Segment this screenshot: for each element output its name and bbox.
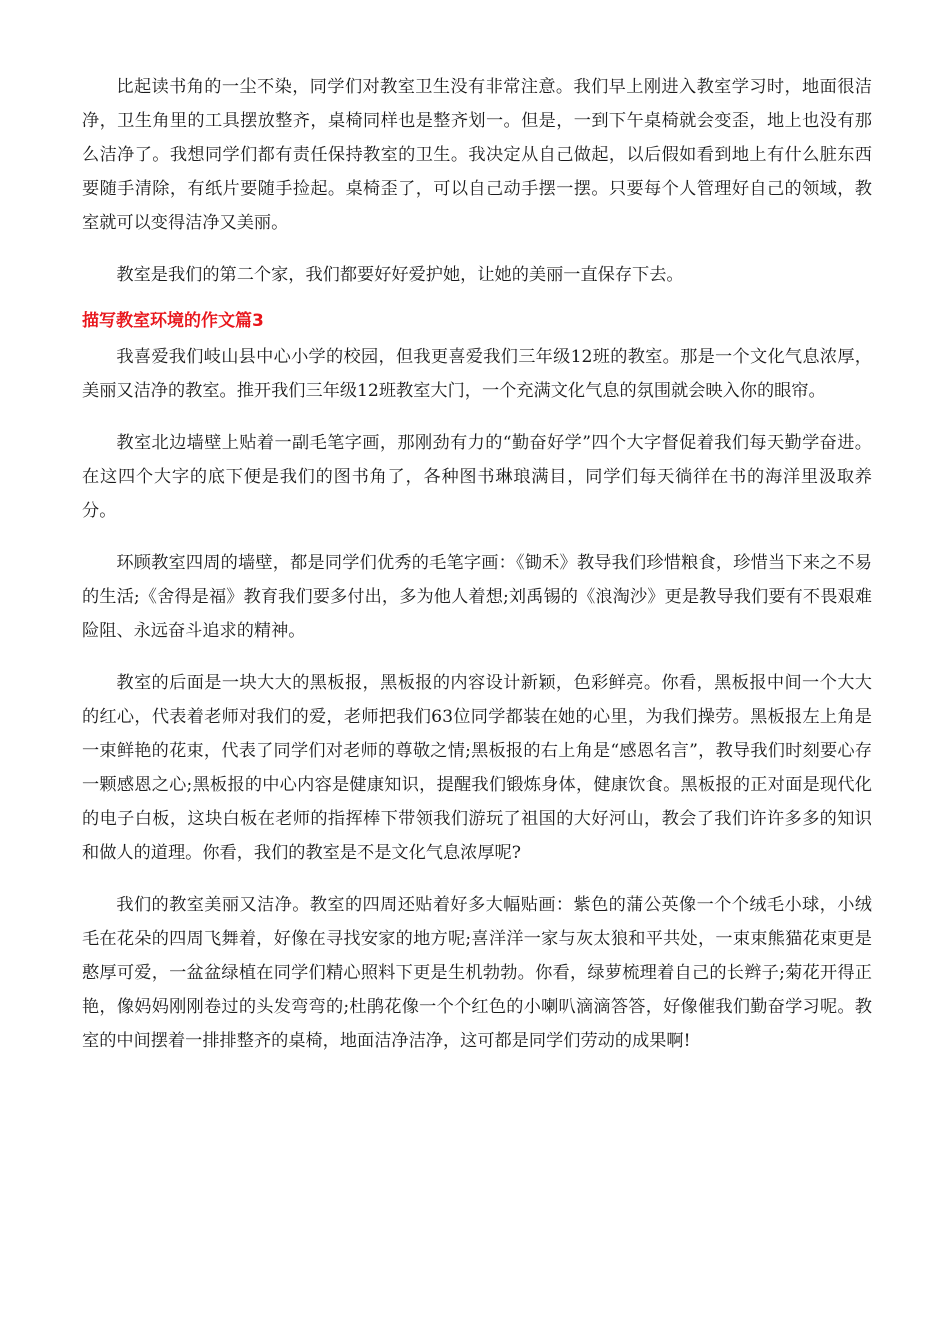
section-heading: 描写教室环境的作文篇3 — [82, 311, 264, 331]
paragraph-decorations: 我们的教室美丽又洁净。教室的四周还贴着好多大幅贴画：紫色的蒲公英像一个个绒毛小球，小绒毛在花朵的四周飞舞着，好像在寻找安家的地方呢;喜洋洋一家与灰太狼和平共处，一束束熊猫花束更是憨厚可爱，一盆盆绿植在同学们精心照料下更是生机勃勃。你看，绿萝梳理着自己的长辫子;菊花开得正艳，像妈妈刚刚卷过的头发弯弯的;杜鹃花像一个个红色的小喇叭滴滴答答，好像催我们勤奋学习呢。教室的中间摆着一排排整齐的桌椅，地面洁净洁净，这可都是同学们劳动的成果啊! — [82, 895, 872, 1051]
paragraph-classroom-hygiene: 比起读书角的一尘不染，同学们对教室卫生没有非常注意。我们早上刚进入教室学习时，地面很洁净，卫生角里的工具摆放整齐，桌椅同样也是整齐划一。但是，一到下午桌椅就会变歪，地上也没有那么洁净了。我想同学们都有责任保持教室的卫生。我决定从自己做起，以后假如看到地上有什么脏东西要随手清除，有纸片要随手捡起。桌椅歪了，可以自己动手摆一摆。只要每个人管理好自己的领域，教室就可以变得洁净又美丽。 — [82, 77, 872, 233]
paragraph-blackboard: 教室的后面是一块大大的黑板报，黑板报的内容设计新颖，色彩鲜亮。你看，黑板报中间一个大大的红心，代表着老师对我们的爱，老师把我们63位同学都装在她的心里，为我们操劳。黑板报左上角是一束鲜艳的花束，代表了同学们对老师的尊敬之情;黑板报的右上角是“感恩名言”，教导我们时刻要心存一颗感恩之心;黑板报的中心内容是健康知识，提醒我们锻炼身体，健康饮食。黑板报的正对面是现代化的电子白板，这块白板在老师的指挥棒下带领我们游玩了祖国的大好河山，教会了我们许许多多的知识和做人的道理。你看，我们的教室是不是文化气息浓厚呢? — [82, 673, 872, 863]
paragraph-intro: 我喜爱我们岐山县中心小学的校园，但我更喜爱我们三年级12班的教室。那是一个文化气息浓厚，美丽又洁净的教室。推开我们三年级12班教室大门，一个充满文化气息的氛围就会映入你的眼帘。 — [82, 347, 872, 401]
paragraph-calligraphy: 环顾教室四周的墙壁，都是同学们优秀的毛笔字画：《锄禾》教导我们珍惜粮食，珍惜当下来之不易的生活;《舍得是福》教育我们要多付出，多为他人着想;刘禹锡的《浪淘沙》更是教导我们要有不畏艰难险阻、永远奋斗追求的精神。 — [82, 553, 872, 641]
paragraph-north-wall: 教室北边墙壁上贴着一副毛笔字画，那刚劲有力的“勤奋好学”四个大字督促着我们每天勤学奋进。在这四个大字的底下便是我们的图书角了，各种图书琳琅满目，同学们每天徜徉在书的海洋里汲取养分。 — [82, 433, 872, 521]
paragraph-second-home: 教室是我们的第二个家，我们都要好好爱护她，让她的美丽一直保存下去。 — [116, 265, 684, 285]
document-body — [82, 70, 872, 1076]
